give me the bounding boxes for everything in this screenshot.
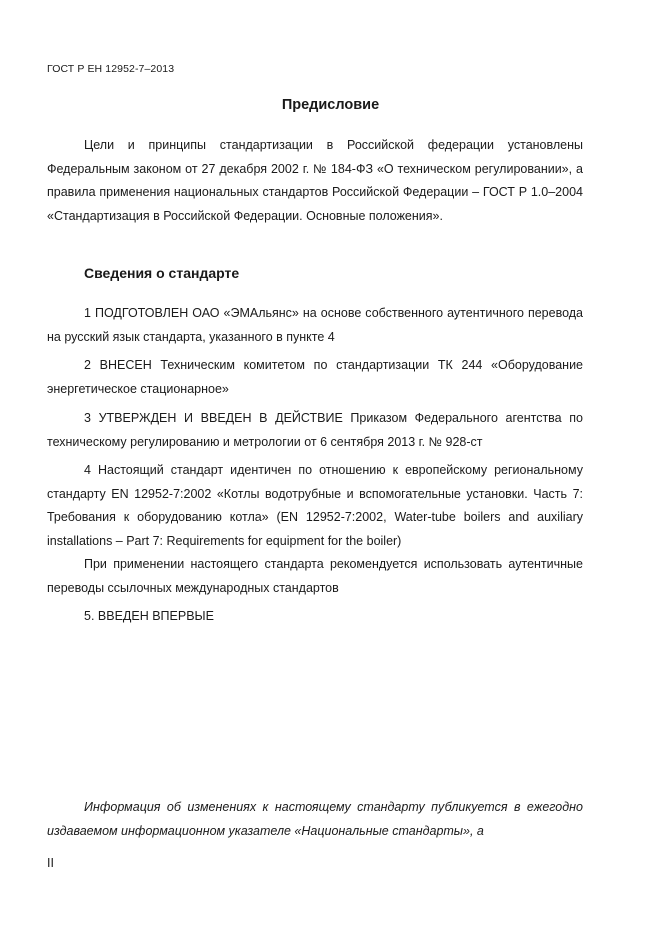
standard-info-item-2: 2 ВНЕСЕН Техническим комитетом по стандартизации ТК 244 «Оборудование энергетическое стационарное» xyxy=(47,358,583,396)
standard-info-item-4-note: При применении настоящего стандарта рекомендуется использовать аутентичные переводы ссылочных международных стандартов xyxy=(47,557,583,595)
standard-info-item-3: 3 УТВЕРЖДЕН И ВВЕДЕН В ДЕЙСТВИЕ Приказом Федерального агентства по техническому регулированию и метрологии от 6 сентября 2013 г. № 928-ст xyxy=(47,411,583,449)
document-code: ГОСТ Р ЕН 12952-7–2013 xyxy=(47,63,175,75)
amendments-info-notice: Информация об изменениях к настоящему стандарту публикуется в ежегодно издаваемом информационном указателе «Национальные стандарты», а xyxy=(47,800,583,838)
preface-title: Предисловие xyxy=(281,97,380,113)
standard-info-item-4: 4 Настоящий стандарт идентичен по отношению к европейскому региональному стандарту EN 12952-7:2002 «Котлы водотрубные и вспомогательные установки. Часть 7: Требования к оборудованию котла» (EN 12952-7:2002, Water-tube boilers and auxiliary installations – Part 7: Requirements for equipment for the boiler) xyxy=(47,463,583,548)
standard-info-title: Сведения о стандарте xyxy=(84,265,240,281)
page-number: II xyxy=(47,856,54,870)
standard-info-item-1: 1 ПОДГОТОВЛЕН ОАО «ЭМАльянс» на основе собственного аутентичного перевода на русский язык стандарта, указанного в пункте 4 xyxy=(47,306,583,344)
preface-intro-paragraph: Цели и принципы стандартизации в Российской федерации установлены Федеральным законом от 27 декабря 2002 г. № 184-ФЗ «О техническом регулировании», а правила применения национальных стандартов Российской Федерации – ГОСТ Р 1.0–2004 «Стандартизация в Российской Федерации. Основные положения». xyxy=(47,138,583,223)
standard-info-item-5: 5. ВВЕДЕН ВПЕРВЫЕ xyxy=(84,609,214,623)
